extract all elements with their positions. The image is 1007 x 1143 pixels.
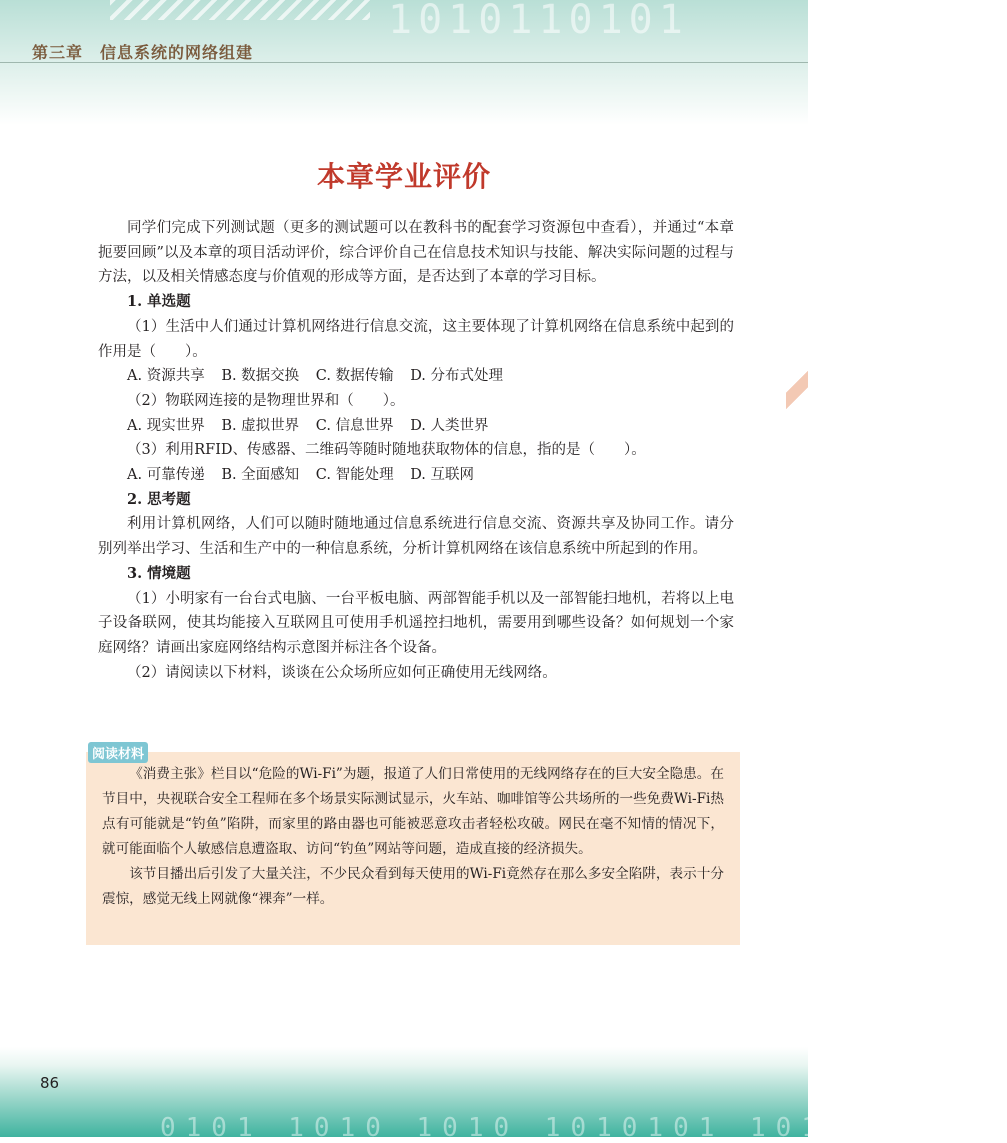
option: A. 资源共享: [127, 368, 205, 385]
section-heading-single-choice: 1. 单选题: [127, 293, 191, 311]
page-number: 86: [40, 1074, 60, 1092]
main-content: [98, 216, 734, 685]
question-1-3: （3）利用RFID、传感器、二维码等随时随地获取物体的信息，指的是（ ）。: [127, 442, 646, 459]
option: A. 可靠传递: [127, 467, 205, 484]
intro-paragraph: 同学们完成下列测试题（更多的测试题可以在教科书的配套学习资源包中查看），并通过“本章扼要回顾”以及本章的项目活动评价，综合评价自己在信息技术知识与技能、解决实际问题的过程与方法，以及相关情感态度与价值观的形成等方面，是否达到了本章的学习目标。: [98, 220, 734, 286]
reading-paragraph-1: 《消费主张》栏目以“危险的Wi-Fi”为题，报道了人们日常使用的无线网络存在的巨大安全隐患。在节目中，央视联合安全工程师在多个场景实际测试显示，火车站、咖啡馆等公共场所的一些免费Wi-Fi热点有可能就是“钓鱼”陷阱，而家里的路由器也可能被恶意攻击者轻松攻破。网民在毫不知情的情况下，就可能面临个人敏感信息遭盗取、访问“钓鱼”网站等问题，造成直接的经济损失。: [102, 766, 724, 857]
side-decoration: [786, 360, 808, 420]
option: D. 互联网: [410, 467, 475, 484]
section-heading-thinking: 2. 思考题: [127, 490, 191, 508]
option: C. 数据传输: [315, 368, 394, 385]
option: B. 全面感知: [221, 467, 300, 484]
option: D. 分布式处理: [410, 368, 504, 385]
page-header: [0, 0, 808, 125]
thinking-question-text: 利用计算机网络，人们可以随时随地通过信息系统进行信息交流、资源共享及协同工作。请分别列举出学习、生活和生产中的一种信息系统，分析计算机网络在该信息系统中所起到的作用。: [98, 516, 734, 558]
option: C. 信息世界: [315, 417, 394, 434]
question-1-2-options: [98, 414, 734, 439]
option: B. 虚拟世界: [221, 417, 300, 434]
option: D. 人类世界: [410, 417, 489, 434]
reading-material-label: 阅读材料: [88, 742, 148, 763]
footer-binary-decoration: 0101 1010 1010 1010101 1010 10001: [160, 1113, 1007, 1143]
option: B. 数据交换: [221, 368, 300, 385]
option: C. 智能处理: [315, 467, 394, 484]
header-stripe-decoration: [110, 0, 370, 20]
section-heading-scenario: 3. 情境题: [127, 564, 191, 582]
page-footer: [0, 1047, 1007, 1143]
reading-material-box: [86, 752, 740, 945]
scenario-question-1: （1）小明家有一台台式电脑、一台平板电脑、两部智能手机以及一部智能扫地机，若将以上电子设备联网，使其均能接入互联网且可使用手机遥控扫地机，需要用到哪些设备？如何规划一个家庭网络？请画出家庭网络结构示意图并标注各个设备。: [98, 590, 734, 656]
page-title: 本章学业评价: [316, 159, 491, 193]
scenario-question-2: （2）请阅读以下材料，谈谈在公众场所应如何正确使用无线网络。: [127, 664, 557, 681]
question-1-3-options: [98, 463, 734, 488]
question-1-1-options: [98, 364, 734, 389]
option: A. 现实世界: [127, 417, 205, 434]
question-1-1: （1）生活中人们通过计算机网络进行信息交流，这主要体现了计算机网络在信息系统中起到的作用是（ ）。: [98, 318, 734, 360]
chapter-title: 第三章 信息系统的网络组建: [32, 43, 254, 62]
reading-paragraph-2: 该节目播出后引发了大量关注，不少民众看到每天使用的Wi-Fi竟然存在那么多安全陷阱，表示十分震惊，感觉无线上网就像“裸奔”一样。: [102, 866, 724, 907]
question-1-2: （2）物联网连接的是物理世界和（ ）。: [127, 392, 405, 409]
header-binary-decoration: 1010110101: [388, 0, 689, 43]
